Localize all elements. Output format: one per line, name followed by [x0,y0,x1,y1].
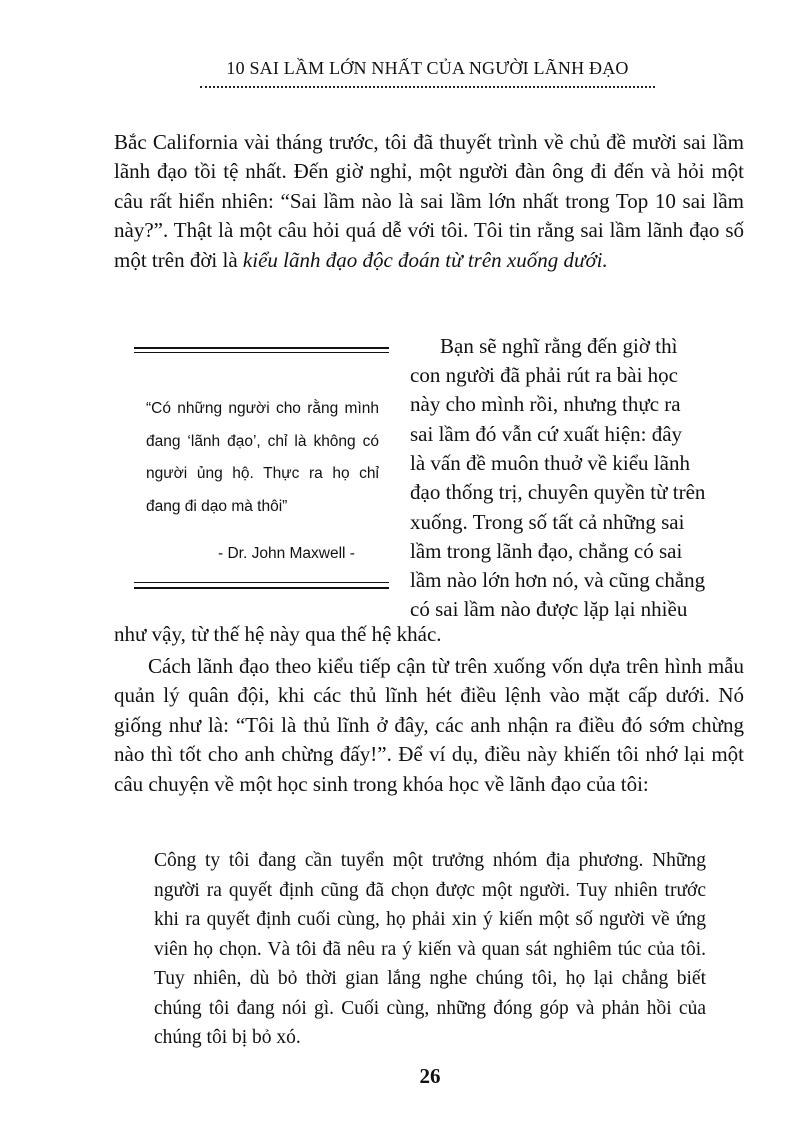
running-header: 10 SAI LẦM LỚN NHẤT CỦA NGƯỜI LÃNH ĐẠO [226,58,629,78]
para2-line: con người đã phải rút ra bài học [410,363,678,387]
page-number: 26 [419,1064,441,1088]
intro-text: Bắc California vài tháng trước, tôi đã thuyết trình về chủ đề mười sai lầm lãnh đạo tồi tệ nhất. Đến giờ nghỉ, một người đàn ông đi đến và hỏi một câu rất hiển nhiên: “Sai lầm nào là sai lầm lớn nhất trong Top 10 sai lầm này?”. Thật là một câu hỏi quá dễ với tôi. Tôi tin rằng sai lầm lãnh đạo số một trên đời là [114,130,744,272]
para2-line: là vấn đề muôn thuở về kiểu lãnh [410,451,690,475]
para2-line: xuống. Trong số tất cả những sai [410,510,685,534]
para2-line: này cho mình rồi, nhưng thực ra [410,392,681,416]
sidebar-rule-top-thin [134,352,389,353]
para2-line: lầm trong lãnh đạo, chẳng có sai [410,539,683,563]
sidebar-quote: “Có những người cho rằng mình đang ‘lãnh đạo’, chỉ là không có người ủng hộ. Thực ra họ chỉ đang đi dạo mà thôi” [146,400,379,515]
header-dotted-rule [200,86,655,88]
sidebar-rule-top [134,347,389,349]
paragraph-3: Cách lãnh đạo theo kiểu tiếp cận từ trên xuống vốn dựa trên hình mẫu quản lý quân đội, khi các thủ lĩnh hét điều lệnh vào mặt cấp dưới. Nó giống như là: “Tôi là thủ lĩnh ở đây, các anh nhận ra điều đó sớm chừng nào thì tốt cho anh chừng đấy!”. Để ví dụ, điều này khiến tôi nhớ lại một câu chuyện về một học sinh trong khóa học về lãnh đạo của tôi: [114,654,744,796]
intro-paragraph [114,128,744,275]
intro-emphasis: kiểu lãnh đạo độc đoán từ trên xuống dưới [242,247,603,272]
sidebar-author: - Dr. John Maxwell - [218,545,355,562]
para2-line: có sai lầm nào được lặp lại nhiều [410,597,688,621]
intro-end: . [602,247,608,272]
para2-line: Bạn sẽ nghĩ rằng đến giờ thì [440,334,678,358]
para2-line: đạo thống trị, chuyên quyền từ trên [410,480,706,504]
para2-last-line: như vậy, từ thế hệ này qua thế hệ khác. [114,622,442,646]
para2-line: sai lầm đó vẫn cứ xuất hiện: đây [410,422,683,446]
sidebar-rule-bottom [134,587,389,589]
block-quote: Công ty tôi đang cần tuyển một trưởng nhóm địa phương. Những người ra quyết định cũng đã chọn được một người. Tuy nhiên trước khi ra quyết định cuối cùng, họ phải xin ý kiến một số người về ứng viên họ chọn. Và tôi đã nêu ra ý kiến và quan sát nghiêm túc của tôi. Tuy nhiên, dù bỏ thời gian lắng nghe chúng tôi, họ lại chẳng biết chúng tôi đang nói gì. Cuối cùng, những đóng góp và phản hồi của chúng tôi bị bỏ xó. [154,850,706,1048]
para2-line: lầm nào lớn hơn nó, và cũng chẳng [410,568,706,592]
sidebar-rule-bottom-thin [134,582,389,583]
